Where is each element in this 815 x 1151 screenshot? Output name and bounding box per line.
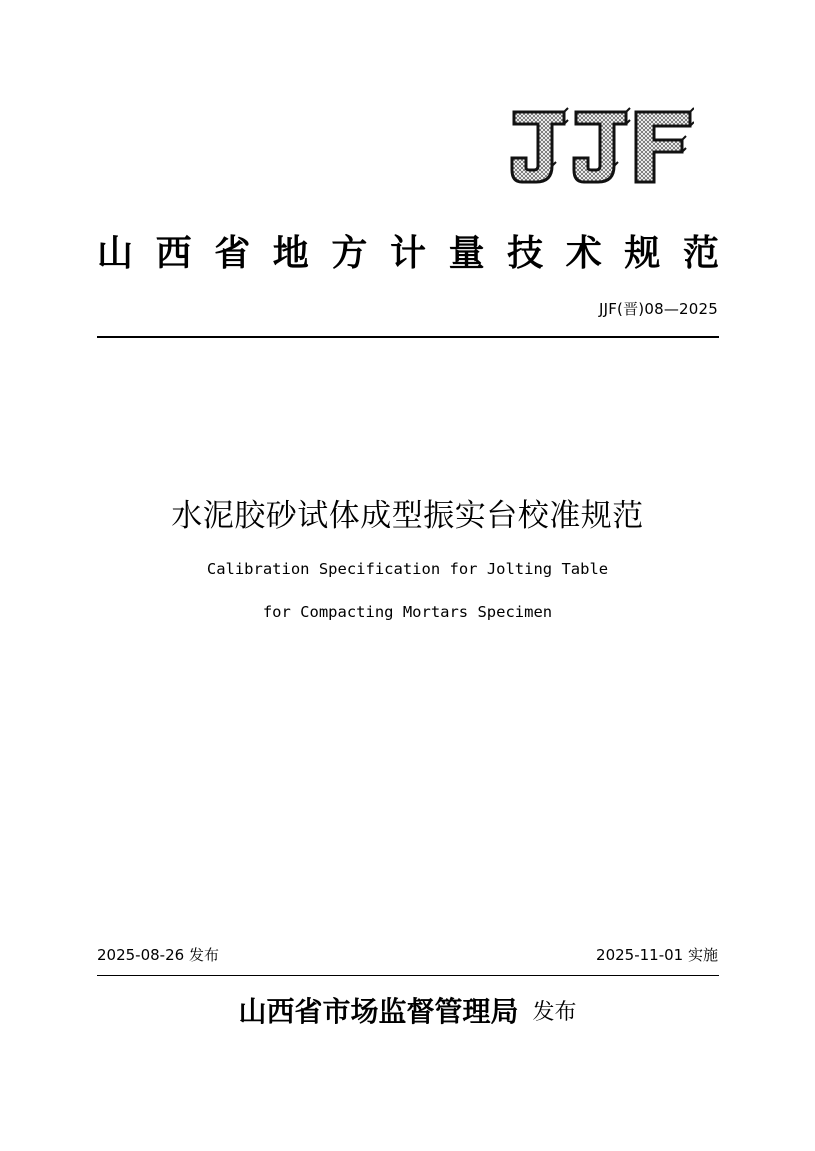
footer-divider [97, 975, 719, 976]
title-char: 计 [389, 232, 426, 274]
title-char: 省 [214, 232, 251, 274]
issuer-suffix: 发布 [532, 999, 577, 1025]
issuer-line [0, 990, 815, 1030]
title-char: 术 [565, 232, 602, 274]
document-title-en-line1: Calibration Specification for Jolting Table [206, 560, 609, 578]
publish-date: 2025-08-26 发布 [97, 946, 219, 964]
title-char: 量 [448, 232, 485, 274]
implement-date: 2025-11-01 实施 [596, 946, 718, 964]
issuer-name: 山西省市场监督管理局 [238, 995, 519, 1028]
title-char: 方 [331, 232, 368, 274]
standard-category-title [97, 228, 719, 278]
standard-number: JJF(晋)08—2025 [598, 300, 718, 318]
title-char: 地 [272, 232, 309, 274]
title-char: 山 [97, 232, 134, 274]
title-char: 技 [507, 232, 544, 274]
title-char: 范 [682, 232, 719, 274]
document-title-cn: 水泥胶砂试体成型振实台校准规范 [171, 498, 644, 534]
jjf-logo [508, 106, 694, 188]
title-char: 西 [155, 232, 192, 274]
header-divider [97, 336, 719, 338]
document-title-en-line2: for Compacting Mortars Specimen [262, 603, 553, 621]
title-char: 规 [624, 232, 661, 274]
